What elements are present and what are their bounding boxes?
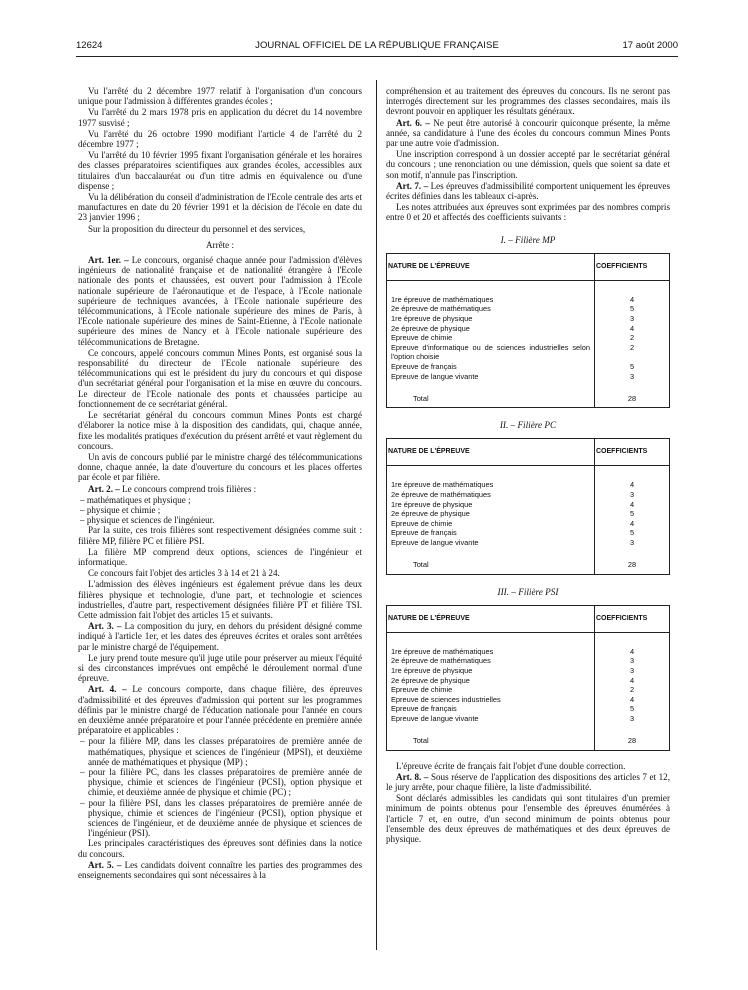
paragraph: Vu l'arrêté du 2 mars 1978 pris en application du décret du 14 novembre 1977 susvisé ; bbox=[78, 107, 362, 128]
article-6 bbox=[386, 118, 670, 149]
table-title: I. – Filière MP bbox=[500, 234, 556, 245]
epreuve-name: Epreuve de langue vivante bbox=[387, 538, 595, 548]
table-row bbox=[387, 304, 670, 314]
epreuve-name: 2e épreuve de physique bbox=[387, 676, 595, 686]
paragraph: Le jury prend toute mesure qu'il juge utile pour préserver au mieux l'équité si des circonstances imprévues ont empêché le déroulement normal d'une épreuve. bbox=[78, 652, 362, 684]
epreuve-name: Epreuve de français bbox=[387, 362, 595, 372]
header-rule bbox=[76, 56, 678, 57]
article-text: Ne peut être autorisé à concourir quiconque présente, la même année, sa candidature à l'une des écoles du concours commun Mines Ponts par une autre voie d'admission. bbox=[386, 117, 670, 149]
paragraph: Sont déclarés admissibles les candidats qui sont titulaires d'un premier minimum de points obtenus pour l'ensemble des épreuves énumérées à l'article 7 et, en outre, d'un second minimum de points obtenus pour l'ensemble des deux épreuves de mathématiques et des deux épreuves de physique. bbox=[386, 793, 670, 844]
epreuve-name: Epreuve de langue vivante bbox=[387, 714, 595, 724]
table-row bbox=[387, 656, 670, 666]
column-header-nature: NATURE DE L'ÉPREUVE bbox=[387, 605, 595, 632]
journal-title: JOURNAL OFFICIEL DE LA RÉPUBLIQUE FRANÇAISE bbox=[255, 40, 499, 51]
article-text: La composition du jury, en dehors du président désigné comme indiqué à l'article 1er, et les dates des épreuves écrites et orales sont arrêtées par le ministre chargé de l'équipement. bbox=[78, 621, 362, 652]
coefficient-value: 3 bbox=[595, 538, 670, 548]
article-label: Art. 1er. – bbox=[88, 255, 129, 266]
paragraph: Ce concours fait l'objet des articles 3 à 14 et 21 à 24. bbox=[88, 568, 280, 579]
epreuve-name: Epreuve de sciences industrielles bbox=[387, 695, 595, 705]
article-2 bbox=[78, 484, 362, 494]
table-row bbox=[387, 695, 670, 705]
column-header-nature: NATURE DE L'ÉPREUVE bbox=[387, 439, 595, 466]
column-header-coefficients: COEFFICIENTS bbox=[595, 605, 670, 632]
page-number: 12624 bbox=[76, 40, 103, 51]
epreuve-name: 1re épreuve de physique bbox=[387, 314, 595, 324]
epreuve-name: 2e épreuve de mathématiques bbox=[387, 656, 595, 666]
total-label: Total bbox=[387, 724, 595, 751]
paragraph: Les notes attribuées aux épreuves sont exprimées par des nombres compris entre 0 et 20 et affectés des coefficients suivants : bbox=[386, 202, 670, 223]
column-header-nature: NATURE DE L'ÉPREUVE bbox=[387, 253, 595, 280]
table-row bbox=[387, 509, 670, 519]
epreuve-name: Epreuve d'informatique ou de sciences industrielles selon l'option choisie bbox=[387, 343, 595, 362]
paragraph: L'épreuve écrite de français fait l'objet d'une double correction. bbox=[396, 760, 626, 771]
coefficient-value: 3 bbox=[595, 714, 670, 724]
article-3 bbox=[78, 621, 362, 652]
filiere-list bbox=[78, 495, 362, 526]
coefficient-value: 5 bbox=[595, 509, 670, 519]
epreuve-name: 2e épreuve de mathématiques bbox=[387, 490, 595, 500]
article-4 bbox=[78, 684, 362, 735]
epreuve-name: 1re épreuve de physique bbox=[387, 666, 595, 676]
total-row bbox=[387, 381, 670, 408]
epreuve-name: 1re épreuve de physique bbox=[387, 500, 595, 510]
table-row bbox=[387, 685, 670, 695]
column-divider bbox=[376, 80, 377, 950]
list-item: – mathématiques et physique ; bbox=[80, 494, 191, 505]
page-header bbox=[76, 40, 678, 56]
article-5 bbox=[78, 860, 362, 880]
table-row bbox=[387, 324, 670, 334]
epreuve-name: Epreuve de français bbox=[387, 528, 595, 538]
paragraph: La filière MP comprend deux options, sciences de l'ingénieur et informatique. bbox=[78, 546, 362, 567]
coefficient-value: 3 bbox=[595, 656, 670, 666]
article-7 bbox=[386, 181, 670, 201]
coefficient-value: 4 bbox=[595, 295, 670, 305]
article-1 bbox=[78, 255, 362, 347]
epreuve-name: Epreuve de français bbox=[387, 704, 595, 714]
coefficient-tables bbox=[386, 235, 670, 751]
total-row bbox=[387, 724, 670, 751]
left-column bbox=[78, 86, 362, 881]
programme-list bbox=[78, 736, 362, 838]
table-row bbox=[387, 490, 670, 500]
paragraph: L'admission des élèves ingénieurs est également prévue dans les deux filières physique et technologie, d'une part, et technologie et sciences industrielles, d'autre part, respectivement désignées filière PT et filière TSI. Cette admission fait l'objet des articles 15 et suivants. bbox=[78, 579, 362, 620]
paragraph: Ce concours, appelé concours commun Mines Ponts, est organisé sous la responsabilité du directeur de l'Ecole nationale supérieure des télécommunications qui est le président du jury du concours et qui dispose d'un secrétariat général pour l'organisation et la mise en œuvre du concours. Le directeur de l'Ecole nationale des ponts et chaussées participe au fonctionnement de ce secrétariat général. bbox=[78, 347, 362, 409]
coefficient-value: 2 bbox=[595, 333, 670, 343]
table-row bbox=[387, 333, 670, 343]
paragraph: compréhension et au traitement des épreuves du concours. Ils ne seront pas interrogés directement sur les programmes des classes secondaires, mais ils devront pouvoir en appliquer les résultats généraux. bbox=[386, 86, 670, 117]
article-label: Art. 2. – bbox=[88, 483, 120, 494]
table-row bbox=[387, 314, 670, 324]
total-value: 28 bbox=[595, 548, 670, 575]
list-item: – pour la filière MP, dans les classes préparatoires de première année de mathématiques, physique et sciences de l'ingénieur (MPSI), et deuxième année de mathématiques et physique (MP) ; bbox=[80, 736, 362, 767]
coefficient-value: 4 bbox=[595, 695, 670, 705]
coefficient-value: 4 bbox=[595, 324, 670, 334]
article-label: Art. 5. – bbox=[88, 859, 122, 870]
coefficient-value: 5 bbox=[595, 362, 670, 372]
paragraph: Vu l'arrêté du 26 octobre 1990 modifiant l'article 4 de l'arrêté du 2 décembre 1977 ; bbox=[78, 128, 362, 150]
coefficient-value: 4 bbox=[595, 500, 670, 510]
paragraph: Une inscription correspond à un dossier accepté par le secrétariat général du concours ; une renonciation ou une démission, quels que soient sa date et son motif, n'annule pas l'inscription. bbox=[386, 149, 670, 180]
coefficient-value: 5 bbox=[595, 704, 670, 714]
total-value: 28 bbox=[595, 724, 670, 751]
article-label: Art. 4. – bbox=[88, 684, 127, 695]
list-item: – pour la filière PC, dans les classes préparatoires de première année de physique, chimie et sciences de l'ingénieur (PCSI), option physique et chimie, et deuxième année de physique et chimie (PC) ; bbox=[80, 767, 362, 798]
table-title: III. – Filière PSI bbox=[497, 586, 559, 597]
paragraph: Par la suite, ces trois filières sont respectivement désignées comme suit : filière MP, filière PC et filière PSI. bbox=[78, 525, 362, 546]
article-text: Sous réserve de l'application des dispositions des articles 7 et 12, le jury arrête, pour chaque filière, la liste d'admissibilité. bbox=[386, 771, 671, 792]
article-label: Art. 8. – bbox=[396, 771, 429, 782]
right-column bbox=[386, 86, 670, 845]
epreuve-name: Epreuve de chimie bbox=[387, 519, 595, 529]
list-item: – physique et chimie ; bbox=[80, 504, 161, 515]
table-row bbox=[387, 480, 670, 490]
table-row bbox=[387, 500, 670, 510]
article-label: Art. 6. – bbox=[396, 117, 430, 128]
epreuve-name: 2e épreuve de physique bbox=[387, 509, 595, 519]
coefficient-value: 5 bbox=[595, 304, 670, 314]
article-label: Art. 7. – bbox=[396, 180, 429, 191]
epreuve-name: Epreuve de langue vivante bbox=[387, 372, 595, 382]
article-text: Les épreuves d'admissibilité comportent uniquement les épreuves écrites définies dans les tableaux ci-après. bbox=[386, 180, 670, 202]
article-8 bbox=[386, 772, 670, 792]
article-label: Art. 3. – bbox=[88, 621, 122, 632]
article-text: Le concours, organisé chaque année pour l'admission d'élèves ingénieurs de nationalité française et de nationalité étrangère à l'Ecole nationale des ponts et chaussées, est ouvert pour l'admission à l'Ecole nationale supérieure de l'aéronautique et de l'espace, à l'Ecole nationale supérieure de techniques avancées, à l'Ecole nationale supérieure des télécommunications, à l'Ecole nationale supérieure des mines de Paris, à l'Ecole nationale supérieure des mines de Saint-Etienne, à l'Ecole nationale supérieure des mines de Nancy et à l'Ecole nationale supérieure des télécommunications de Bretagne. bbox=[78, 255, 362, 347]
table-row bbox=[387, 295, 670, 305]
epreuve-name: 2e épreuve de physique bbox=[387, 324, 595, 334]
article-text: Les candidats doivent connaître les parties des programmes des enseignements secondaires qui sont nécessaires à la bbox=[78, 859, 363, 881]
total-label: Total bbox=[387, 381, 595, 408]
paragraph: Le secrétariat général du concours commun Mines Ponts est chargé d'élaborer la notice mise à la disposition des candidats, qui, chaque année, fixe les modalités pratiques d'exécution du présent arrêté et vaut règlement du concours. bbox=[78, 410, 362, 451]
coefficient-value: 3 bbox=[595, 490, 670, 500]
column-header-coefficients: COEFFICIENTS bbox=[595, 253, 670, 280]
coefficient-value: 4 bbox=[595, 480, 670, 490]
coefficient-value: 4 bbox=[595, 519, 670, 529]
paragraph: Sur la proposition du directeur du personnel et des services, bbox=[88, 223, 306, 234]
paragraph: Vu la délibération du conseil d'administration de l'Ecole centrale des arts et manufactures en date du 20 février 1991 et la décision de l'école en date du 23 janvier 1996 ; bbox=[78, 192, 362, 223]
epreuve-name: 1re épreuve de mathématiques bbox=[387, 295, 595, 305]
list-item: – pour la filière PSI, dans les classes préparatoires de première année de physique, chimie et sciences de l'ingénieur (PCSI), option physique et sciences de l'ingénieur, et de deuxième année de physique et sciences de l'ingénieur (PSI). bbox=[80, 797, 362, 839]
coefficient-value: 5 bbox=[595, 528, 670, 538]
coefficient-value: 4 bbox=[595, 676, 670, 686]
epreuve-name: Epreuve de chimie bbox=[387, 333, 595, 343]
coefficient-value: 2 bbox=[595, 343, 670, 362]
column-header-coefficients: COEFFICIENTS bbox=[595, 439, 670, 466]
table-row bbox=[387, 362, 670, 372]
epreuve-name: Epreuve de chimie bbox=[387, 685, 595, 695]
epreuve-name: 1re épreuve de mathématiques bbox=[387, 647, 595, 657]
table-row bbox=[387, 343, 670, 362]
table-row bbox=[387, 676, 670, 686]
paragraph: Les principales caractéristiques des épreuves sont définies dans la notice du concours. bbox=[78, 838, 362, 859]
coefficient-value: 3 bbox=[595, 314, 670, 324]
epreuve-name: 2e épreuve de mathématiques bbox=[387, 304, 595, 314]
list-item: – physique et sciences de l'ingénieur. bbox=[80, 515, 215, 526]
article-text: Le concours comprend trois filières : bbox=[122, 483, 257, 494]
table-row bbox=[387, 519, 670, 529]
total-value: 28 bbox=[595, 381, 670, 408]
table-row bbox=[387, 538, 670, 548]
paragraph: Vu l'arrêté du 10 février 1995 fixant l'organisation générale et les horaires des classes préparatoires scientifiques aux grandes écoles, accessibles aux titulaires d'un baccalauréat ou d'un titre admis en équivalence ou d'une dispense ; bbox=[78, 150, 362, 191]
total-row bbox=[387, 548, 670, 575]
table-title: II. – Filière PC bbox=[499, 420, 557, 431]
arrete-heading: Arrête : bbox=[205, 239, 235, 250]
table-row bbox=[387, 666, 670, 676]
total-label: Total bbox=[387, 548, 595, 575]
coefficient-value: 4 bbox=[595, 647, 670, 657]
table-row bbox=[387, 647, 670, 657]
coefficient-value: 3 bbox=[595, 372, 670, 382]
coefficient-value: 3 bbox=[595, 666, 670, 676]
table-row bbox=[387, 714, 670, 724]
article-text: Le concours comporte, dans chaque filière, des épreuves d'admissibilité et des épreuves d'admission qui portent sur les programmes définis par le ministre chargé de l'éducation nationale pour l'année en cours en deuxième année préparatoire et pour l'année précédente en première année préparatoire et applicables : bbox=[78, 684, 362, 736]
table-row bbox=[387, 372, 670, 382]
paragraph: Vu l'arrêté du 2 décembre 1977 relatif à l'organisation d'un concours unique pour l'admission à différentes grandes écoles ; bbox=[78, 86, 362, 107]
table-row bbox=[387, 704, 670, 714]
epreuve-name: 1re épreuve de mathématiques bbox=[387, 480, 595, 490]
coefficient-table bbox=[386, 605, 670, 751]
coefficient-table bbox=[386, 438, 670, 574]
issue-date: 17 août 2000 bbox=[622, 40, 678, 51]
coefficient-table bbox=[386, 253, 670, 408]
paragraph: Un avis de concours publié par le ministre chargé des télécommunications donne, chaque année, la date d'ouverture du concours et les places offertes par école et par filière. bbox=[78, 451, 362, 483]
table-row bbox=[387, 528, 670, 538]
coefficient-value: 2 bbox=[595, 685, 670, 695]
